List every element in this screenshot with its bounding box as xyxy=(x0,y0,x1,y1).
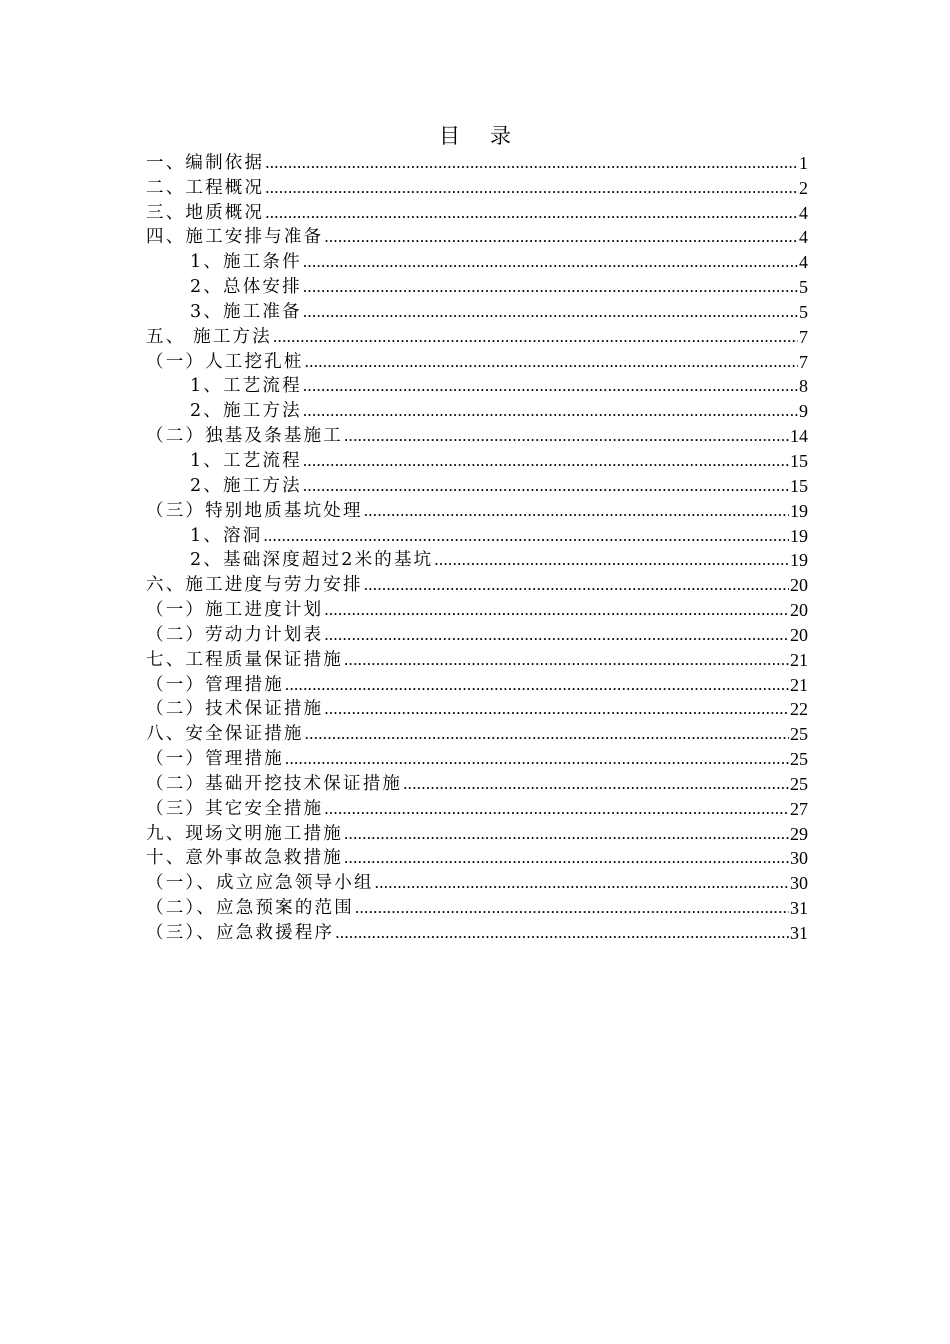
toc-entry[interactable] xyxy=(146,150,808,175)
toc-entry-page-number: 19 xyxy=(790,500,808,521)
toc-entry[interactable] xyxy=(146,821,808,846)
toc-entry-label: 九、现场文明施工措施 xyxy=(146,823,343,844)
toc-entry-page-number: 9 xyxy=(799,401,808,422)
toc-entry-page-number: 19 xyxy=(790,525,808,546)
toc-entry[interactable] xyxy=(146,796,808,821)
toc-entry-page-number: 30 xyxy=(790,848,808,869)
toc-dot-leader xyxy=(265,176,798,200)
toc-entry-page-number: 27 xyxy=(790,798,808,819)
toc-entry[interactable] xyxy=(146,299,808,324)
toc-entry[interactable] xyxy=(146,374,808,399)
toc-entry-page-number: 2 xyxy=(799,177,808,198)
toc-entry-label: （一）管理措施 xyxy=(146,749,284,770)
toc-entry[interactable] xyxy=(146,697,808,722)
toc-entry[interactable] xyxy=(146,895,808,920)
toc-dot-leader xyxy=(303,399,798,423)
toc-entry-label: 1、施工条件 xyxy=(190,252,302,273)
toc-entry-page-number: 30 xyxy=(790,873,808,894)
toc-entry[interactable] xyxy=(146,622,808,647)
toc-entry[interactable] xyxy=(146,846,808,871)
toc-dot-leader xyxy=(335,921,789,945)
toc-entry-page-number: 4 xyxy=(799,202,808,223)
toc-entry-label: （一）管理措施 xyxy=(146,674,284,695)
toc-entry-label: （二）劳动力计划表 xyxy=(146,624,324,645)
toc-dot-leader xyxy=(344,424,789,448)
toc-dot-leader xyxy=(265,201,798,225)
toc-entry-page-number: 22 xyxy=(790,699,808,720)
toc-dot-leader xyxy=(344,648,789,672)
toc-entry-label: （三）特别地质基坑处理 xyxy=(146,500,363,521)
toc-entry[interactable] xyxy=(146,672,808,697)
toc-dot-leader xyxy=(265,151,798,175)
toc-entry-label: 1、工艺流程 xyxy=(190,376,302,397)
toc-entry[interactable] xyxy=(146,721,808,746)
toc-entry-page-number: 8 xyxy=(799,376,808,397)
toc-entry-page-number: 1 xyxy=(799,152,808,173)
toc-entry-label: 一、编制依据 xyxy=(146,152,265,173)
toc-dot-leader xyxy=(324,623,789,647)
toc-dot-leader xyxy=(344,846,789,870)
toc-entry-page-number: 21 xyxy=(790,649,808,670)
toc-dot-leader xyxy=(303,374,798,398)
toc-entry-page-number: 4 xyxy=(799,227,808,248)
toc-entry[interactable] xyxy=(146,349,808,374)
toc-dot-leader xyxy=(324,697,789,721)
toc-entry-page-number: 25 xyxy=(790,724,808,745)
toc-entry-label: 2、总体安排 xyxy=(190,277,302,298)
toc-dot-leader xyxy=(263,524,789,548)
toc-title xyxy=(0,121,950,151)
toc-entry-page-number: 20 xyxy=(790,575,808,596)
toc-entry[interactable] xyxy=(146,920,808,945)
toc-entry[interactable] xyxy=(146,175,808,200)
toc-entry-label: 七、工程质量保证措施 xyxy=(146,649,343,670)
toc-dot-leader xyxy=(324,598,789,622)
toc-entry[interactable] xyxy=(146,274,808,299)
toc-dot-leader xyxy=(364,573,789,597)
toc-entry-page-number: 20 xyxy=(790,624,808,645)
toc-entry-label: 1、工艺流程 xyxy=(190,450,302,471)
toc-entry-label: 六、施工进度与劳力安排 xyxy=(146,575,363,596)
toc-entry-page-number: 20 xyxy=(790,600,808,621)
toc-dot-leader xyxy=(303,300,798,324)
toc-dot-leader xyxy=(285,673,789,697)
toc-entry-page-number: 29 xyxy=(790,823,808,844)
toc-dot-leader xyxy=(355,896,789,920)
toc-entry-label: （二）技术保证措施 xyxy=(146,699,324,720)
toc-entry-label: （三）、应急救援程序 xyxy=(146,923,335,943)
toc-entry-label: 二、工程概况 xyxy=(146,177,265,198)
toc-entry[interactable] xyxy=(146,473,808,498)
toc-entry-page-number: 5 xyxy=(799,301,808,322)
toc-entry-page-number: 25 xyxy=(790,773,808,794)
toc-entry-label: 三、地质概况 xyxy=(146,202,265,223)
toc-entry[interactable] xyxy=(146,746,808,771)
toc-title-char-1: 目 xyxy=(439,124,460,148)
toc-entry-label: （二）独基及条基施工 xyxy=(146,426,343,447)
toc-entry[interactable] xyxy=(146,498,808,523)
toc-entry[interactable] xyxy=(146,597,808,622)
toc-dot-leader xyxy=(305,722,789,746)
toc-entry-page-number: 4 xyxy=(799,252,808,273)
toc-entry[interactable] xyxy=(146,771,808,796)
toc-entry-page-number: 5 xyxy=(799,277,808,298)
toc-entry-label: 十、意外事故急救措施 xyxy=(146,848,343,869)
toc-entry-label: 八、安全保证措施 xyxy=(146,724,304,745)
toc-entry[interactable] xyxy=(146,523,808,548)
toc-entry-page-number: 15 xyxy=(790,450,808,471)
toc-dot-leader xyxy=(305,350,798,374)
toc-entry-page-number: 25 xyxy=(790,749,808,770)
toc-entry-page-number: 31 xyxy=(790,923,808,943)
toc-dot-leader xyxy=(303,474,789,498)
toc-entry-label: （一）、成立应急领导小组 xyxy=(146,873,374,894)
toc-dot-leader xyxy=(285,747,789,771)
toc-entry-label: （一）施工进度计划 xyxy=(146,600,324,621)
toc-entry-page-number: 15 xyxy=(790,475,808,496)
table-of-contents xyxy=(146,150,808,945)
toc-entry[interactable] xyxy=(146,448,808,473)
toc-dot-leader xyxy=(403,772,789,796)
toc-entry-page-number: 21 xyxy=(790,674,808,695)
toc-entry-label: 2、施工方法 xyxy=(190,401,302,422)
toc-entry-label: 2、施工方法 xyxy=(190,475,302,496)
toc-dot-leader xyxy=(344,822,789,846)
toc-entry-label: （二）、应急预案的范围 xyxy=(146,898,354,919)
toc-entry-label: （一）人工挖孔桩 xyxy=(146,351,304,372)
toc-title-char-2: 录 xyxy=(490,124,511,148)
toc-entry-label: （二）基础开挖技术保证措施 xyxy=(146,773,403,794)
toc-dot-leader xyxy=(273,325,798,349)
toc-dot-leader xyxy=(303,275,798,299)
toc-dot-leader xyxy=(324,797,789,821)
toc-entry-page-number: 7 xyxy=(799,326,808,347)
toc-entry[interactable] xyxy=(146,572,808,597)
toc-entry-page-number: 31 xyxy=(790,898,808,919)
toc-dot-leader xyxy=(303,449,789,473)
toc-dot-leader xyxy=(303,250,798,274)
toc-entry-label: （三）其它安全措施 xyxy=(146,798,324,819)
toc-entry[interactable] xyxy=(146,548,808,573)
toc-dot-leader xyxy=(434,548,789,572)
toc-entry-label: 2、基础深度超过2米的基坑 xyxy=(190,550,434,571)
toc-entry-label: 四、施工安排与准备 xyxy=(146,227,324,248)
toc-entry-label: 五、 施工方法 xyxy=(146,326,272,347)
toc-entry[interactable] xyxy=(146,200,808,225)
toc-entry-page-number: 14 xyxy=(790,426,808,447)
toc-entry-label: 1、溶洞 xyxy=(190,525,263,546)
toc-entry[interactable] xyxy=(146,423,808,448)
toc-entry-page-number: 19 xyxy=(790,550,808,571)
toc-entry[interactable] xyxy=(146,225,808,250)
toc-dot-leader xyxy=(324,225,798,249)
toc-entry-page-number: 7 xyxy=(799,351,808,372)
toc-dot-leader xyxy=(364,499,789,523)
toc-entry[interactable] xyxy=(146,324,808,349)
toc-entry[interactable] xyxy=(146,249,808,274)
toc-entry[interactable] xyxy=(146,870,808,895)
toc-entry-label: 3、施工准备 xyxy=(190,301,302,322)
toc-entry[interactable] xyxy=(146,398,808,423)
toc-entry[interactable] xyxy=(146,647,808,672)
toc-dot-leader xyxy=(375,871,789,895)
